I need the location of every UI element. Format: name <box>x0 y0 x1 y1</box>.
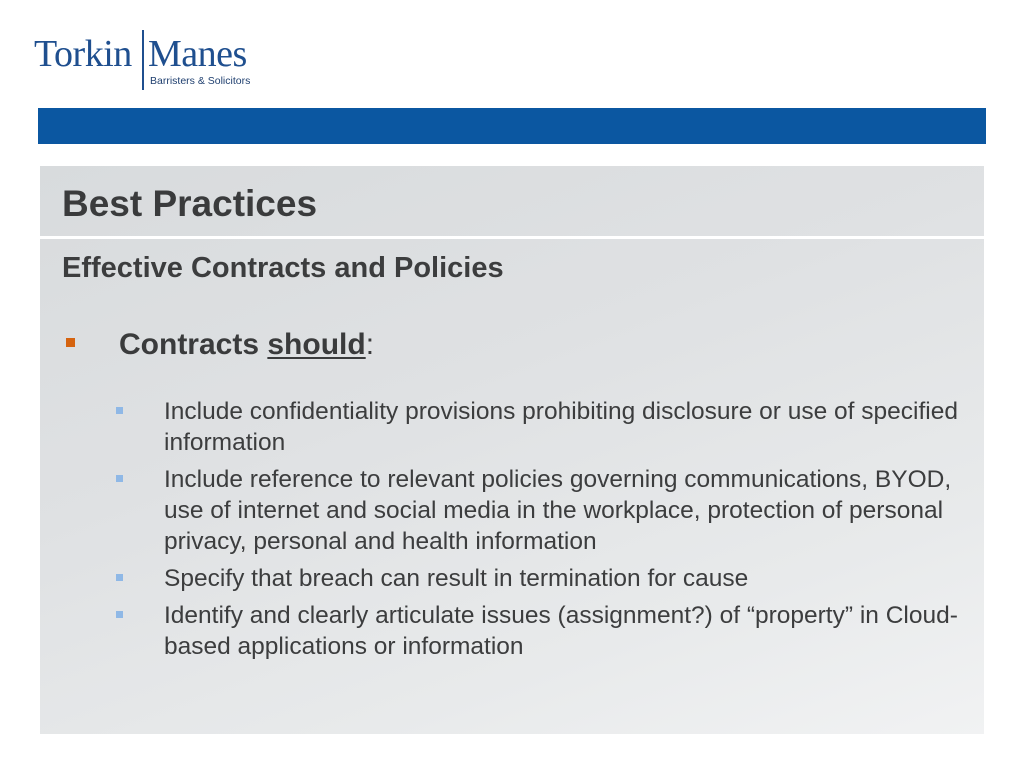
sub-bullet-text: Specify that breach can result in termination for cause <box>164 565 749 592</box>
square-bullet-icon <box>116 611 123 618</box>
slide-title: Best Practices <box>62 183 318 224</box>
slide-subtitle: Effective Contracts and Policies <box>62 252 504 284</box>
header-band <box>38 108 986 144</box>
square-bullet-icon <box>116 574 123 581</box>
title-bar <box>40 166 984 239</box>
sub-bullet-list <box>114 396 974 668</box>
sub-bullet-text: Include confidentiality provisions prohibiting disclosure or use of specified information <box>164 398 958 456</box>
main-bullet-text <box>119 326 374 364</box>
main-bullet-prefix: Contracts <box>119 328 268 361</box>
sub-bullet-item <box>114 396 974 458</box>
main-bullet-suffix: : <box>365 328 375 361</box>
sub-bullet-text: Identify and clearly articulate issues (assignment?) of “property” in Cloud-based applications or information <box>164 602 958 660</box>
main-bullet-emphasis: should <box>267 328 366 361</box>
sub-bullet-item <box>114 464 974 557</box>
square-bullet-icon <box>66 338 75 347</box>
square-bullet-icon <box>116 407 123 414</box>
logo-divider <box>142 30 144 90</box>
logo-wordmark-right: Manes <box>148 33 247 75</box>
sub-bullet-text: Include reference to relevant policies governing communications, BYOD, use of internet and social media in the workplace, protection of personal privacy, personal and health information <box>164 466 952 555</box>
sub-bullet-item <box>114 563 974 594</box>
content-panel <box>40 166 984 734</box>
square-bullet-icon <box>116 475 123 482</box>
logo-wordmark-left: Torkin <box>34 33 132 75</box>
logo-tagline: Barristers & Solicitors <box>150 75 251 87</box>
sub-bullet-item <box>114 600 974 662</box>
